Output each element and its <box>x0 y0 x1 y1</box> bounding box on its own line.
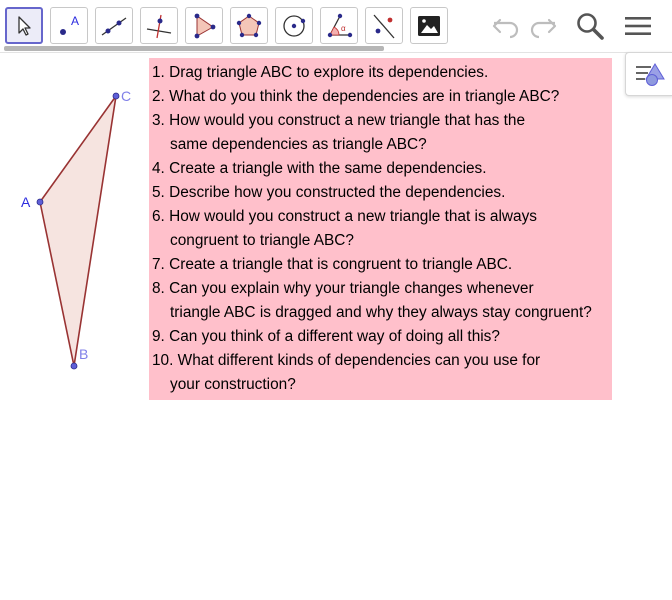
instruction-line: 7. Create a triangle that is congruent to triangle ABC. <box>152 256 513 273</box>
perpendicular-line-tool-button[interactable] <box>140 7 178 44</box>
move-tool-button[interactable] <box>5 7 43 44</box>
style-bar-toggle-icon <box>633 60 667 88</box>
instruction-line: 8. Can you explain why your triangle changes whenever <box>152 280 534 297</box>
pentagon-icon <box>234 12 264 40</box>
point-B[interactable] <box>71 363 77 369</box>
instruction-line: congruent to triangle ABC? <box>170 232 354 249</box>
triangle-icon <box>189 12 219 40</box>
instruction-line: 6. How would you construct a new triangle that is always <box>152 208 537 225</box>
image-icon <box>416 14 442 38</box>
label-A: A <box>21 194 31 210</box>
undo-button[interactable] <box>490 10 522 42</box>
redo-button[interactable] <box>527 10 559 42</box>
style-bar-toggle-button[interactable] <box>625 52 672 96</box>
instructions-text-box[interactable] <box>149 58 612 400</box>
point-C[interactable] <box>113 93 119 99</box>
point-tool-label: A <box>71 13 80 28</box>
instruction-line: 9. Can you think of a different way of doing all this? <box>152 328 500 345</box>
reflect-tool-button[interactable] <box>365 7 403 44</box>
image-tool-button[interactable] <box>410 7 448 44</box>
toolbar-scrollbar[interactable] <box>4 46 384 51</box>
toolbar <box>0 0 672 52</box>
angle-tool-button[interactable] <box>320 7 358 44</box>
triangle-ABC[interactable] <box>40 96 116 366</box>
search-button[interactable] <box>574 10 606 42</box>
line-tool-button[interactable] <box>95 7 133 44</box>
label-B: B <box>79 346 89 362</box>
instruction-line: your construction? <box>170 376 296 393</box>
perpendicular-line-icon <box>144 12 174 40</box>
angle-tool-label: α <box>341 23 346 33</box>
point-A[interactable] <box>37 199 43 205</box>
point-A-icon <box>54 12 84 40</box>
line-through-points-icon <box>99 12 129 40</box>
hamburger-menu-icon <box>622 12 654 40</box>
regular-polygon-tool-button[interactable] <box>230 7 268 44</box>
undo-icon <box>490 12 522 40</box>
instruction-line: 1. Drag triangle ABC to explore its dependencies. <box>152 64 489 81</box>
label-C: C <box>121 88 132 104</box>
instruction-line: 10. What different kinds of dependencies can you use for <box>152 352 541 369</box>
point-tool-button[interactable] <box>50 7 88 44</box>
instruction-line: 4. Create a triangle with the same dependencies. <box>152 160 487 177</box>
instruction-line: 2. What do you think the dependencies are in triangle ABC? <box>152 88 560 105</box>
menu-button[interactable] <box>622 10 654 42</box>
angle-icon <box>324 12 354 40</box>
polygon-tool-button[interactable] <box>185 7 223 44</box>
circle-tool-button[interactable] <box>275 7 313 44</box>
instructions-list <box>152 61 612 397</box>
instruction-line: 5. Describe how you constructed the dependencies. <box>152 184 506 201</box>
instruction-line: same dependencies as triangle ABC? <box>170 136 427 153</box>
cursor-arrow-icon <box>12 14 36 38</box>
instruction-line: triangle ABC is dragged and why they always stay congruent? <box>170 304 592 321</box>
search-icon <box>574 10 606 42</box>
instruction-line: 3. How would you construct a new triangle that has the <box>152 112 526 129</box>
reflect-about-line-icon <box>369 12 399 40</box>
circle-icon <box>279 12 309 40</box>
redo-icon <box>527 12 559 40</box>
